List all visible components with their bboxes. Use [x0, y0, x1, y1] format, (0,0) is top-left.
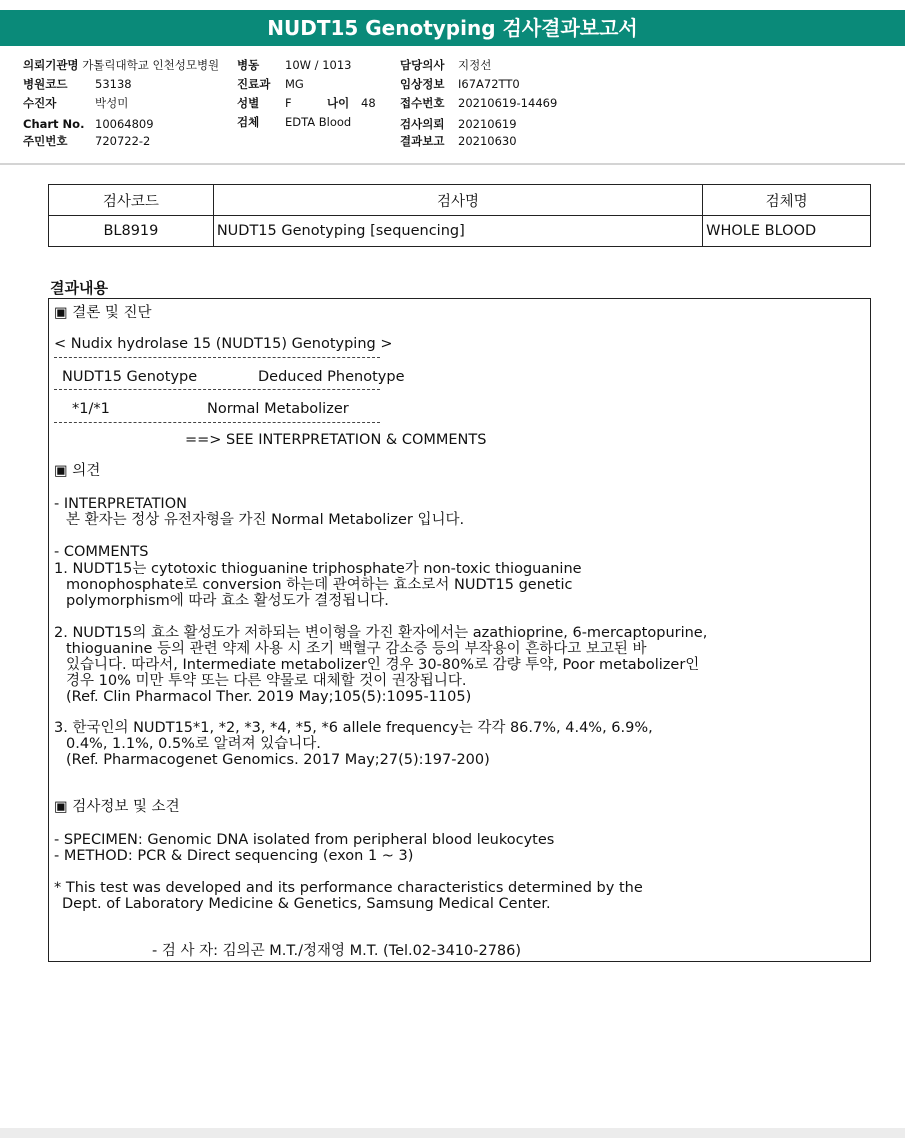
institution-label: 의뢰기관명	[23, 58, 79, 72]
institution-field	[23, 58, 219, 72]
disclaimer-line: Dept. of Laboratory Medicine & Genetics, Samsung Medical Center.	[62, 896, 551, 912]
comment-1-line: polymorphism에 따라 효소 활성도가 결정됩니다.	[66, 593, 389, 609]
age-value: 48	[361, 96, 376, 110]
interpretation-text: 본 환자는 정상 유전자형을 가진 Normal Metabolizer 입니다.	[66, 512, 465, 528]
report-date-value: 20210630	[458, 134, 517, 148]
comment-3-line: 0.4%, 1.1%, 0.5%로 알려져 있습니다.	[66, 736, 321, 752]
receipt-no-label: 접수번호	[400, 96, 445, 110]
dashed-divider	[54, 422, 380, 423]
clinical-info-label: 임상정보	[400, 77, 445, 91]
doctor-value: 지정선	[458, 58, 492, 72]
column-header: 검사명	[213, 185, 702, 216]
ward-value: 10W / 1013	[285, 58, 352, 72]
comment-1-line: monophosphate로 conversion 하는데 관여하는 효소로서 NUDT15 genetic	[66, 577, 573, 593]
test-info-heading: ▣ 검사정보 및 소견	[54, 799, 180, 815]
genotype-column-header: NUDT15 Genotype	[62, 369, 198, 385]
interpretation-label: - INTERPRETATION	[54, 496, 187, 512]
comment-3-reference: (Ref. Pharmacogenet Genomics. 2017 May;27(5):197-200)	[66, 752, 490, 768]
ward-label: 병동	[237, 58, 260, 72]
test-name-cell: NUDT15 Genotyping [sequencing]	[213, 216, 702, 247]
department-label: 진료과	[237, 77, 271, 91]
resident-no-label: 주민번호	[23, 134, 68, 148]
specimen-line: - SPECIMEN: Genomic DNA isolated from peripheral blood leukocytes	[54, 832, 555, 848]
specimen-value: EDTA Blood	[285, 115, 352, 129]
examiner-line: - 검 사 자: 김의곤 M.T./정재영 M.T. (Tel.02-3410-2786)	[152, 943, 522, 959]
header-divider	[0, 163, 905, 165]
see-interpretation-note: ==> SEE INTERPRETATION & COMMENTS	[185, 432, 487, 448]
sex-label: 성별	[237, 96, 260, 110]
comment-2-line: 경우 10% 미만 투약 또는 다른 약물로 대체할 것이 권장됩니다.	[66, 673, 467, 689]
results-section-title: 결과내용	[50, 279, 108, 297]
dashed-divider	[54, 389, 380, 390]
test-code-cell: BL8919	[49, 216, 214, 247]
request-date-value: 20210619	[458, 117, 517, 131]
genotype-title: < Nudix hydrolase 15 (NUDT15) Genotyping >	[54, 336, 393, 352]
comment-2-reference: (Ref. Clin Pharmacol Ther. 2019 May;105(5):1095-1105)	[66, 689, 472, 705]
comment-3-line: 3. 한국인의 NUDT15*1, *2, *3, *4, *5, *6 allele frequency는 각각 86.7%, 4.4%, 6.9%,	[54, 720, 653, 736]
doctor-label: 담당의사	[400, 58, 445, 72]
genotype-value: *1/*1	[72, 401, 110, 417]
footer-bar	[0, 1128, 905, 1138]
specimen-label: 검체	[237, 115, 260, 129]
institution-value: 가톨릭대학교 인천성모병원	[82, 58, 220, 72]
hospital-code-value: 53138	[95, 77, 132, 91]
opinion-heading: ▣ 의견	[54, 463, 101, 479]
chart-no-label: Chart No.	[23, 117, 85, 131]
disclaimer-line: * This test was developed and its performance characteristics determined by the	[54, 880, 643, 896]
specimen-name-cell: WHOLE BLOOD	[703, 216, 871, 247]
report-title: NUDT15 Genotyping 검사결과보고서	[0, 10, 905, 46]
recipient-value: 박성미	[95, 96, 129, 110]
recipient-label: 수진자	[23, 96, 57, 110]
column-header: 검사코드	[49, 185, 214, 216]
comment-2-line: 있습니다. 따라서, Intermediate metabolizer인 경우 30-80%로 감량 투약, Poor metabolizer인	[66, 657, 700, 673]
comments-label: - COMMENTS	[54, 544, 149, 560]
request-date-label: 검사의뢰	[400, 117, 445, 131]
clinical-info-value: I67A72TT0	[458, 77, 520, 91]
conclusion-heading: ▣ 결론 및 진단	[54, 305, 152, 321]
results-box	[48, 298, 871, 962]
report-date-label: 결과보고	[400, 134, 445, 148]
phenotype-column-header: Deduced Phenotype	[258, 369, 405, 385]
chart-no-value: 10064809	[95, 117, 154, 131]
phenotype-value: Normal Metabolizer	[207, 401, 349, 417]
hospital-code-label: 병원코드	[23, 77, 68, 91]
comment-2-line: 2. NUDT15의 효소 활성도가 저하되는 변이형을 가진 환자에서는 azathioprine, 6-mercaptopurine,	[54, 625, 708, 641]
resident-no-value: 720722-2	[95, 134, 151, 148]
hospital-code-field	[23, 77, 67, 91]
comment-1-line: 1. NUDT15는 cytotoxic thioguanine triphosphate가 non-toxic thioguanine	[54, 561, 582, 577]
dashed-divider	[54, 357, 380, 358]
table-header-row	[49, 185, 871, 216]
test-table	[48, 184, 871, 247]
age-label: 나이	[327, 96, 350, 110]
sex-value: F	[285, 96, 292, 110]
method-line: - METHOD: PCR & Direct sequencing (exon 1 ~ 3)	[54, 848, 414, 864]
column-header: 검체명	[703, 185, 871, 216]
comment-2-line: thioguanine 등의 관련 약제 사용 시 조기 백혈구 감소증 등의 부작용이 흔하다고 보고된 바	[66, 641, 647, 657]
receipt-no-value: 20210619-14469	[458, 96, 558, 110]
department-value: MG	[285, 77, 304, 91]
table-row	[49, 216, 871, 247]
